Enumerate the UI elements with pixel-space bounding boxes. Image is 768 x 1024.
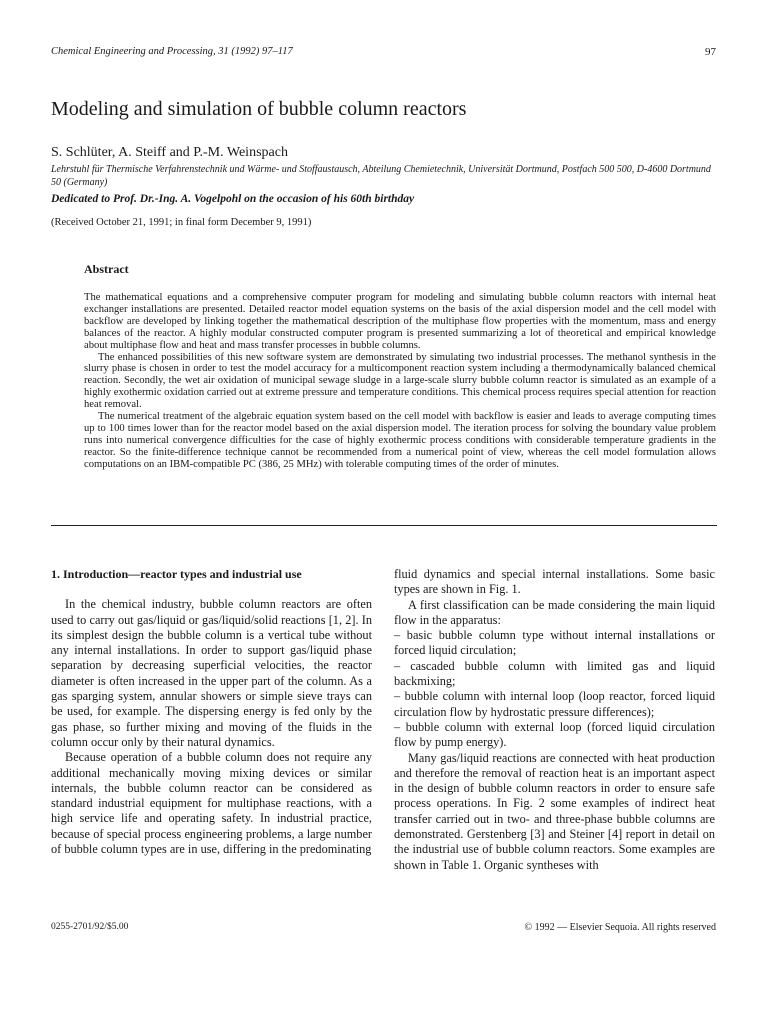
abstract-divider [51,525,717,526]
left-column [51,567,372,857]
journal-name: Chemical Engineering and Processing, [51,46,216,57]
body-paragraph: Many gas/liquid reactions are connected with heat production and therefore the removal of reaction heat is an important aspect in the design of bubble column reactors in order to ensure safe process operations. In Fig. 2 some examples of indirect heat transfer carried out in two- and three-phase bubble columns are demonstrated. Gerstenberg [3] and Steiner [4] report in detail on the industrial use of bubble column reactors. Some examples are shown in Table 1. Organic syntheses with [394,750,715,872]
paper-title: Modeling and simulation of bubble column reactors [51,98,467,120]
journal-volume: 31 [218,46,229,57]
dedication: Dedicated to Prof. Dr.-Ing. A. Vogelpohl on the occasion of his 60th birthday [51,193,415,205]
body-paragraph: In the chemical industry, bubble column reactors are often used to carry out gas/liquid or gas/liquid/solid reactions [1, 2]. In its simplest design the bubble column is a vertical tube without any internal installations. In order to support gas/liquid phase separation by decreasing superficial velocities, the reactor diameter is often increased in the upper part of the column. As a gas sparging system, annular showers or simple sieve trays can be used, for example. The dispersing energy is fed only by the gas phase, so further mixing and moving of the fluids in the column occur only by their natural dynamics. [51,597,372,749]
abstract-body [84,292,716,471]
footer-copyright: © 1992 — Elsevier Sequoia. All rights reserved [524,922,716,933]
abstract-paragraph: The numerical treatment of the algebraic equation system based on the cell model with backflow is easier and leads to average computing times up to 100 times lower than for the reactor model based on the axial dispersion model. The iteration process for solving the boundary value problem runs into numerical convergence difficulties for the case of highly exothermic process conditions with considerable temperature gradients in the reactor. So the finite-difference technique cannot be recommended from a numerical point of view, whereas the cell model formulation allows computations on an IBM-compatible PC (386, 25 MHz) with tolerable computing times of the order of minutes. [84,411,716,470]
body-paragraph: Because operation of a bubble column does not require any additional mechanically moving mixing devices or similar internals, the bubble column reactor can be considered as standard industrial equipment for multiphase reactions, with a high service life and operating safety. In industrial practice, because of special process engineering problems, a large number of bubble column types are in use, differing in the predominating [51,750,372,857]
right-column [394,567,715,873]
list-item: – bubble column with internal loop (loop reactor, forced liquid circulation flow by hydrostatic pressure differences); [394,689,715,719]
body-paragraph: fluid dynamics and special internal installations. Some basic types are shown in Fig. 1. [394,567,715,597]
list-item: – basic bubble column type without internal installations or forced liquid circulation; [394,628,715,658]
list-item: – cascaded bubble column with limited gas and liquid backmixing; [394,658,715,689]
body-paragraph: A first classification can be made considering the main liquid flow in the apparatus: [394,597,715,627]
section-heading: 1. Introduction—reactor types and industrial use [51,567,302,581]
abstract-paragraph: The enhanced possibilities of this new software system are demonstrated by simulating two industrial processes. The methanol synthesis in the slurry phase is chosen in order to test the model accuracy for a multicomponent reaction system including a thermodynamically balanced chemical reaction. Secondly, the wet air oxidation of municipal sewage sludge in a large-scale slurry bubble column reactor is simulated as an example of a highly exothermic oxidation carried out at extreme pressure and temperature conditions. This chemical process requires special attention for reaction heat removal. [84,351,716,411]
journal-year-pages: (1992) 97–117 [231,46,293,57]
authors: S. Schlüter, A. Steiff and P.-M. Weinspach [51,145,288,160]
page-number: 97 [705,46,716,58]
running-head [51,46,293,57]
affiliation: Lehrstuhl für Thermische Verfahrenstechnik und Wärme- und Stoffaustausch, Abteilung Chemietechnik, Universität Dortmund, Postfach 500 500, D-4600 Dortmund 50 (Germany) [51,164,711,188]
list-item: – bubble column with external loop (forced liquid circulation flow by pump energy). [394,719,715,750]
received-dates: (Received October 21, 1991; in final form December 9, 1991) [51,217,312,228]
footer-code: 0255-2701/92/$5.00 [51,922,129,932]
abstract-heading: Abstract [84,262,129,276]
abstract-paragraph: The mathematical equations and a comprehensive computer program for modeling and simulating bubble column reactors with internal heat exchanger installations are presented. Detailed reactor model equation systems on the basis of the axial dispersion model and the cell model with backflow are developed by linking together the mathematical description of the multiphase flow properties with the momentum, mass and energy balances of the reactor. A highly modular constructed computer program is presented summarizing a lot of theoretical and empirical knowledge about multiphase flow and heat and mass transfer processes in bubble columns. [84,292,716,351]
